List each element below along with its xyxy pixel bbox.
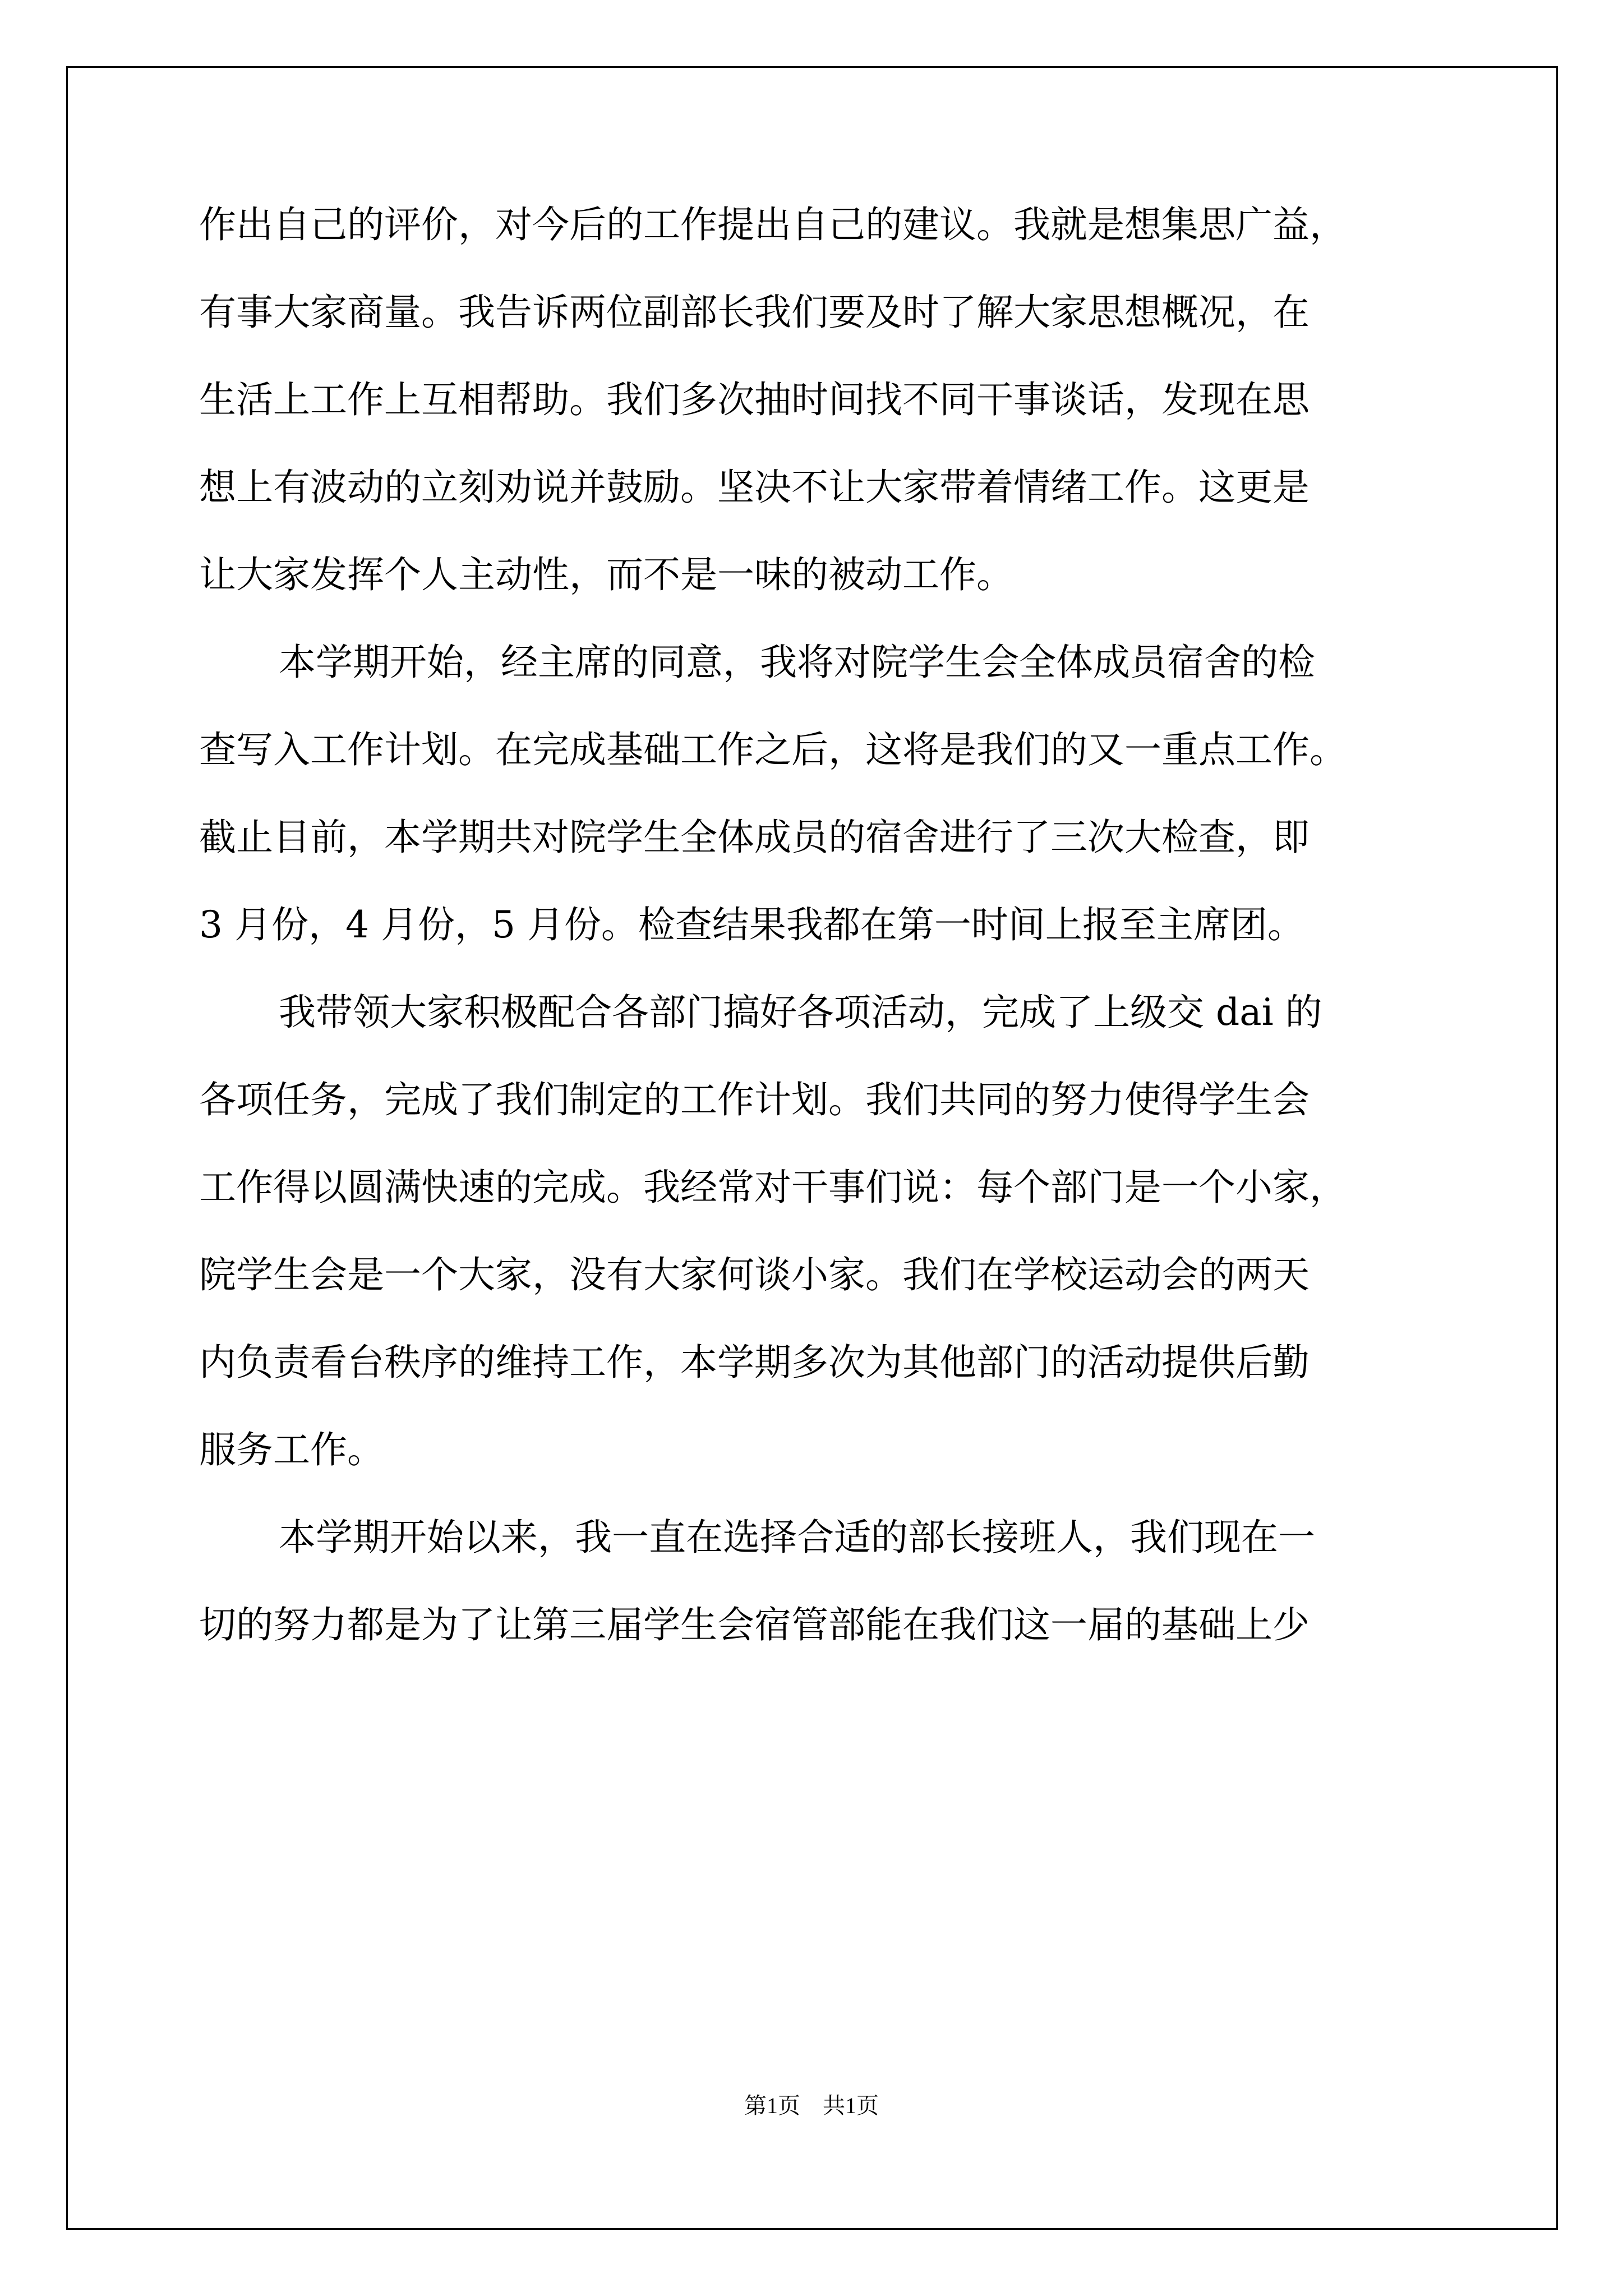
text-line: 工作得以圆满快速的完成。我经常对干事们说：每个部门是一个小家， (199, 1166, 1347, 1209)
text-line: 切的努力都是为了让第三届学生会宿管部能在我们这一届的基础上少 (199, 1603, 1310, 1646)
page-footer: 第1页 共1页 (744, 2093, 879, 2118)
text-line: 内负责看台秩序的维持工作，本学期多次为其他部门的活动提供后勤 (199, 1341, 1310, 1384)
text-line: 有事大家商量。我告诉两位副部长我们要及时了解大家思想概况，在 (199, 291, 1310, 334)
text-line-indented: 本学期开始，经主席的同意，我将对院学生会全体成员宿舍的检 (279, 641, 1315, 684)
text-line: 截止目前，本学期共对院学生全体成员的宿舍进行了三次大检查，即 (199, 816, 1310, 859)
text-line: 作出自己的评价，对今后的工作提出自己的建议。我就是想集思广益， (199, 203, 1347, 246)
text-line: 服务工作。 (199, 1428, 384, 1471)
text-line: 查写入工作计划。在完成基础工作之后，这将是我们的又一重点工作。 (199, 728, 1347, 771)
text-line-indented: 我带领大家积极配合各部门搞好各项活动，完成了上级交 dai 的 (279, 991, 1322, 1034)
text-line: 让大家发挥个人主动性，而不是一味的被动工作。 (199, 553, 1013, 596)
text-line-indented: 本学期开始以来，我一直在选择合适的部长接班人，我们现在一 (279, 1516, 1315, 1559)
text-line: 3 月份，4 月份，5 月份。检查结果我都在第一时间上报至主席团。 (199, 903, 1304, 946)
text-line: 想上有波动的立刻劝说并鼓励。坚决不让大家带着情绪工作。这更是 (199, 466, 1310, 509)
text-line: 各项任务，完成了我们制定的工作计划。我们共同的努力使得学生会 (199, 1078, 1310, 1121)
text-line: 生活上工作上互相帮助。我们多次抽时间找不同干事谈话，发现在思 (199, 378, 1310, 421)
text-line: 院学生会是一个大家，没有大家何谈小家。我们在学校运动会的两天 (199, 1253, 1310, 1296)
